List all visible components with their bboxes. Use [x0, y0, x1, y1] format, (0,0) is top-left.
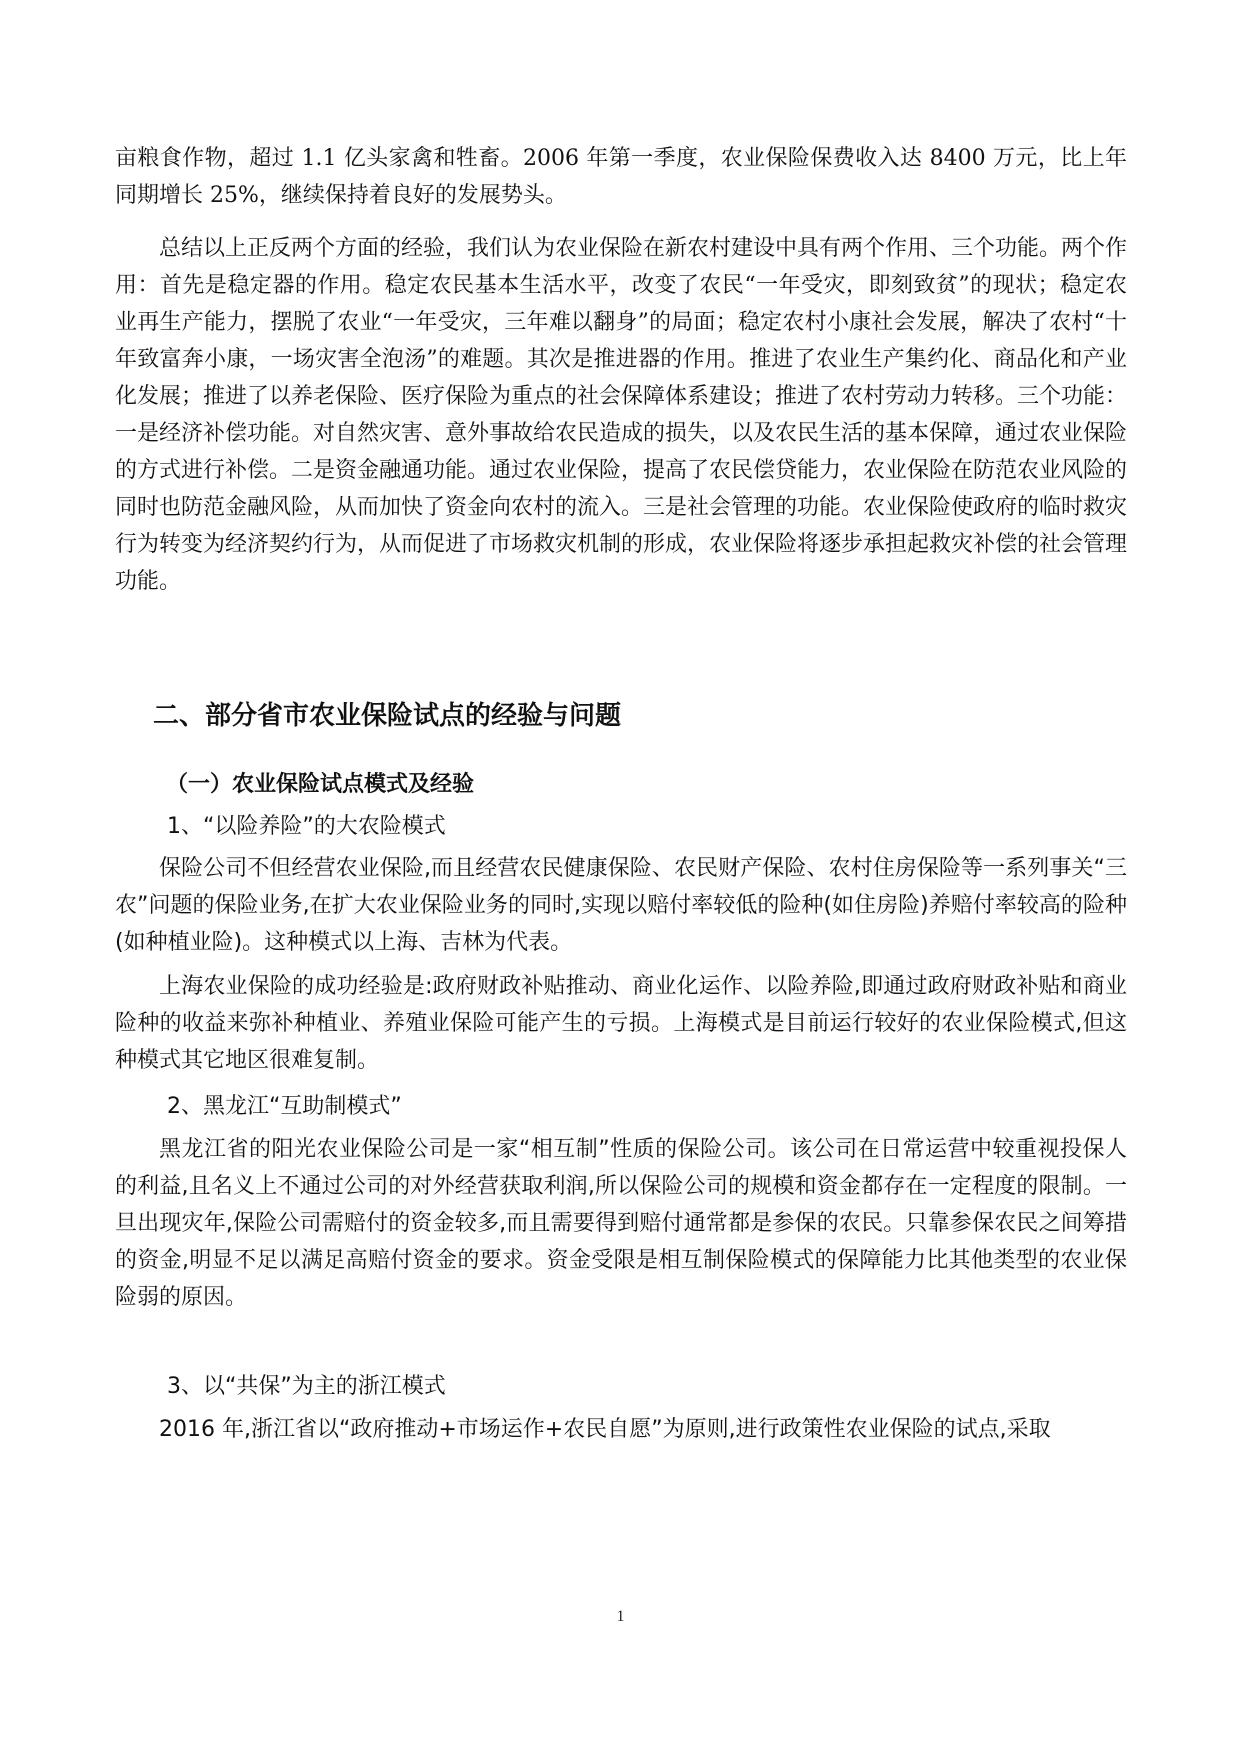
item-1-title: 1、“以险养险”的大农险模式: [167, 814, 446, 839]
item-1-paragraph-2: 上海农业保险的成功经验是:政府财政补贴推动、商业化运作、以险养险,即通过政府财政补贴和商业险种的收益来弥补种植业、养殖业保险可能产生的亏损。上海模式是目前运行较好的农业保险模式,但这种模式其它地区很难复制。: [115, 974, 1127, 1073]
paragraph-intro: 亩粮食作物，超过 1.1 亿头家禽和牲畜。2006 年第一季度，农业保险保费收入达 8400 万元，比上年同期增长 25%，继续保持着良好的发展势头。: [115, 146, 1127, 208]
paragraph-summary: 总结以上正反两个方面的经验，我们认为农业保险在新农村建设中具有两个作用、三个功能。两个作用：首先是稳定器的作用。稳定农民基本生活水平，改变了农民“一年受灾，即刻致贫”的现状；稳定农业再生产能力，摆脱了农业“一年受灾，三年难以翻身”的局面；稳定农村小康社会发展，解决了农村“十年致富奔小康，一场灾害全泡汤”的难题。其次是推进器的作用。推进了农业生产集约化、商品化和产业化发展；推进了以养老保险、医疗保险为重点的社会保障体系建设；推进了农村劳动力转移。三个功能：一是经济补偿功能。对自然灾害、意外事故给农民造成的损失，以及农民生活的基本保障，通过农业保险的方式进行补偿。二是资金融通功能。通过农业保险，提高了农民偿贷能力，农业保险在防范农业风险的同时也防范金融风险，从而加快了资金向农村的流入。三是社会管理的功能。农业保险使政府的临时救灾行为转变为经济契约行为，从而促进了市场救灾机制的形成，农业保险将逐步承担起救灾补偿的社会管理功能。: [115, 236, 1128, 594]
item-1-paragraph-1: 保险公司不但经营农业保险,而且经营农民健康保险、农民财产保险、农村住房保险等一系列事关“三农”问题的保险业务,在扩大农业保险业务的同时,实现以赔付率较低的险种(如住房险)养赔付率较高的险种(如种植业险)。这种模式以上海、吉林为代表。: [115, 856, 1127, 955]
page-number: 1: [616, 1608, 625, 1625]
section-heading: 二、部分省市农业保险试点的经验与问题: [153, 701, 622, 731]
subsection-heading: （一）农业保险试点模式及经验: [166, 772, 475, 797]
item-3-paragraph-1: 2016 年,浙江省以“政府推动+市场运作+农民自愿”为原则,进行政策性农业保险的试点,采取: [159, 1417, 1051, 1442]
item-2-title: 2、黑龙江“互助制模式”: [167, 1094, 402, 1119]
item-2-paragraph-1: 黑龙江省的阳光农业保险公司是一家“相互制”性质的保险公司。该公司在日常运营中较重视投保人的利益,且名义上不通过公司的对外经营获取利润,所以保险公司的规模和资金都存在一定程度的限制。一旦出现灾年,保险公司需赔付的资金较多,而且需要得到赔付通常都是参保的农民。只靠参保农民之间筹措的资金,明显不足以满足高赔付资金的要求。资金受限是相互制保险模式的保障能力比其他类型的农业保险弱的原因。: [115, 1137, 1127, 1310]
item-3-title: 3、以“共保”为主的浙江模式: [167, 1374, 446, 1399]
